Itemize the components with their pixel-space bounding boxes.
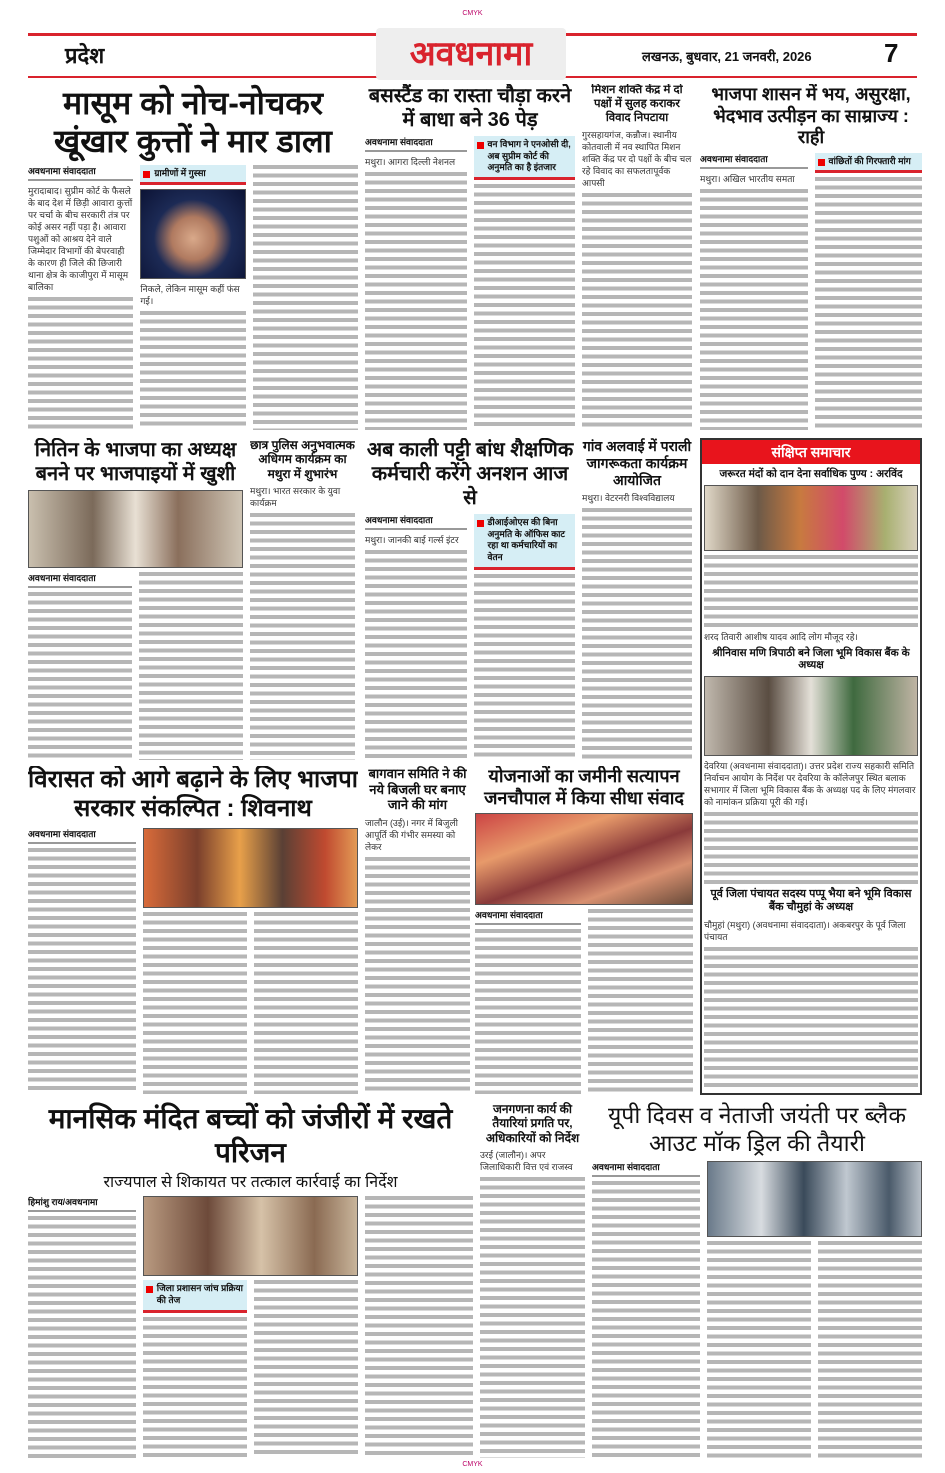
lead-text: मथुरा। आगरा दिल्ली नेशनल bbox=[365, 157, 456, 167]
subhead: वांछितों की गिरफ्तारी मांग bbox=[815, 153, 923, 174]
article-bagwan bbox=[365, 766, 470, 1094]
byline: अवधनामा संवाददाता bbox=[28, 828, 136, 844]
body-text bbox=[704, 555, 918, 627]
body-text bbox=[588, 909, 694, 1094]
body-text bbox=[582, 193, 692, 430]
headline: भाजपा शासन में भय, असुरक्षा, भेदभाव उत्पीड़न का साम्राज्य : राही bbox=[711, 84, 911, 148]
cmyk-mark-bottom: CMYK bbox=[462, 1461, 483, 1468]
body-text bbox=[28, 1216, 136, 1458]
meeting-photo bbox=[707, 1161, 922, 1237]
news-brief-box bbox=[700, 438, 922, 1095]
headline: योजनाओं का जमीनी सत्यापन जनचौपाल में किया सीधा संवाद bbox=[484, 766, 684, 808]
brief-headline-1: जरूरत मंदों को दान देना सर्वाधिक पुण्य : अरविंद bbox=[719, 468, 903, 480]
byline: अवधनामा संवाददाता bbox=[28, 572, 132, 588]
body-text bbox=[474, 574, 576, 760]
headline: मासूम को नोच-नोचकर खूंखार कुत्तों ने मार डाला bbox=[54, 85, 332, 160]
body-text bbox=[139, 572, 243, 760]
headline: नितिन के भाजपा का अध्यक्ष बनने पर भाजपाइयों में खुशी bbox=[34, 439, 237, 485]
byline: अवधनामा संवाददाता bbox=[28, 165, 133, 181]
body-text bbox=[704, 947, 918, 1091]
body-text bbox=[707, 1241, 811, 1458]
body-text bbox=[704, 812, 918, 884]
byline: अवधनामा संवाददाता bbox=[365, 136, 467, 152]
body-text bbox=[28, 592, 132, 760]
brief-text-2: देवरिया (अवधनामा संवाददाता)। उत्तर प्रदेश राज्य सहकारी समिति निर्वाचन आयोग के निर्देश पर देवरिया के कॉलेजपुर स्थित बलाक सभागार में जिला भूमि विकास बैंक के अध्यक्ष पद के लिए मंगलवार को नामांकन प्रक्रिया पूरी की गई। bbox=[704, 761, 916, 807]
headline: छात्र पुलिस अनुभवात्मक अधिगम कार्यक्रम का मथुरा में शुभारंभ bbox=[250, 438, 355, 481]
brief-text-3: चौमुहां (मथुरा) (अवधनामा संवाददाता)। अकबरपुर के पूर्व जिला पंचायत bbox=[704, 919, 906, 942]
subhead: जिला प्रशासन जांच प्रक्रिया की तेज bbox=[143, 1280, 247, 1312]
body-text bbox=[254, 912, 358, 1094]
body-text bbox=[140, 311, 245, 430]
lead-text: मथुरा। भारत सरकार के युवा कार्यक्रम bbox=[250, 486, 341, 509]
chained-child-photo bbox=[143, 1196, 359, 1276]
body-text bbox=[28, 297, 133, 430]
body-text bbox=[28, 848, 136, 1094]
brief-title: संक्षिप्त समाचार bbox=[702, 440, 920, 464]
article-census bbox=[480, 1102, 585, 1458]
lead-text: मथुरा। जानकी बाई गर्ल्स इंटर bbox=[365, 535, 459, 545]
lead-text: उरई (जालौन)। अपर जिलाधिकारी वित्त एवं राजस्व bbox=[480, 1150, 573, 1173]
article-blackout bbox=[592, 1102, 922, 1458]
article-mission-shakti bbox=[582, 84, 692, 430]
chaupal-photo bbox=[475, 813, 693, 905]
headline: विरासत को आगे बढ़ाने के लिए भाजपा सरकार संकल्पित : शिवनाथ bbox=[28, 766, 358, 822]
lead-text: गुरसहायगंज, कन्नौज। स्थानीय कोतवाली में नव स्थापित मिशन शक्ति केंद्र पर दो पक्षों के बीच चल रहे विवाद का सफलतापूर्वक आपसी bbox=[582, 130, 692, 189]
headline: यूपी दिवस व नेताजी जयंती पर ब्लैक आउट मॉक ड्रिल की तैयारी bbox=[607, 1102, 907, 1156]
article-nitin bbox=[28, 438, 243, 760]
headline: बागवान समिति ने की नये बिजली घर बनाए जाने की मांग bbox=[368, 766, 467, 813]
article-chains bbox=[28, 1102, 473, 1458]
brief-text-tail: शरद तिवारी आशीष यादव आदि लोग मौजूद रहे। bbox=[704, 631, 858, 642]
masthead-logo: अवधनामा bbox=[376, 28, 566, 80]
headline: गांव अलवाई में पराली जागरूकता कार्यक्रम आयोजित bbox=[582, 438, 692, 488]
article-shivnath bbox=[28, 766, 358, 1094]
byline: अवधनामा संवाददाता bbox=[700, 153, 808, 169]
byline: हिमांशु राय/अवधनामा bbox=[28, 1196, 136, 1212]
body-text bbox=[365, 1196, 473, 1458]
headline: अब काली पट्टी बांध शैक्षणिक कर्मचारी करेंगे अनशन आज से bbox=[366, 439, 574, 509]
page-number: 7 bbox=[884, 38, 899, 68]
lead-text: मथुरा। अखिल भारतीय समता bbox=[700, 173, 795, 184]
article-bjp-fear bbox=[700, 84, 922, 430]
subhead: ग्रामीणों में गुस्सा bbox=[140, 165, 245, 186]
body-text bbox=[474, 184, 576, 430]
body-text bbox=[143, 912, 247, 1094]
headline: बसस्टैंड का रास्ता चौड़ा करने में बाधा बने 36 पेड़ bbox=[368, 85, 572, 131]
brief-headline-2: श्रीनिवास मणि त्रिपाठी बने जिला भूमि विकास बैंक के अध्यक्ष bbox=[712, 646, 910, 672]
brief-headline-3: पूर्व जिला पंचायत सदस्य पप्पू भैया बने भूमि विकास बैंक चौमुहां के अध्यक्ष bbox=[710, 888, 912, 914]
celebration-photo bbox=[28, 490, 243, 568]
body-text bbox=[250, 513, 355, 760]
dateline: लखनऊ, बुधवार, 21 जनवरी, 2026 bbox=[642, 49, 812, 64]
donation-photo bbox=[704, 485, 918, 551]
section-label: प्रदेश bbox=[65, 43, 105, 68]
event-photo bbox=[143, 828, 358, 908]
body-text bbox=[700, 189, 808, 430]
body-text bbox=[143, 1317, 247, 1458]
article-alwai bbox=[582, 438, 692, 760]
article-busstand bbox=[365, 84, 575, 430]
subheadline: राज्यपाल से शिकायत पर तत्काल कार्रवाई का निर्देश bbox=[103, 1174, 398, 1192]
article-student-police bbox=[250, 438, 355, 760]
lead-text: जालौन (उई)। नगर में बिजुली आपूर्ति की गंभीर समस्या को लेकर bbox=[365, 817, 458, 852]
child-photo bbox=[140, 189, 245, 279]
subhead: वन विभाग ने एनओसी दी, अब सुप्रीम कोर्ट की अनुमति का है इंतजार bbox=[474, 136, 576, 180]
body-text bbox=[365, 550, 467, 760]
body-text bbox=[475, 929, 581, 1094]
headline: जनगणना कार्य की तैयारियां प्रगति पर, अधिकारियों को निर्देश bbox=[485, 1102, 580, 1145]
body-text bbox=[582, 508, 692, 760]
article-chaupal bbox=[475, 766, 693, 1094]
byline: अवधनामा संवाददाता bbox=[592, 1161, 700, 1177]
body-text bbox=[254, 1280, 358, 1458]
body-text bbox=[815, 177, 923, 430]
byline: अवधनामा संवाददाता bbox=[475, 909, 581, 925]
lead-text: मुरादाबाद। सुप्रीम कोर्ट के फैसले के बाद देश में छिड़ी आवारा कुत्तों पर चर्चा के बीच सरकारी तंत्र पर कोई असर नहीं पड़ा है। आवारा पशुओं को आश्रय देने वाले जिम्मेदार विभागों की बेपरवाही के कारण ही जिले की छिजारी थाना क्षेत्र के काजीपुरा में मासूम बालिका bbox=[28, 185, 133, 292]
cmyk-mark-top: CMYK bbox=[462, 10, 483, 17]
body-text bbox=[365, 172, 467, 430]
bank-president-photo bbox=[704, 676, 918, 756]
body-text bbox=[480, 1177, 585, 1458]
body-text bbox=[253, 165, 358, 430]
headline: मिशन शक्ति केंद्र में दो पक्षों में सुलह कराकर विवाद निपटाया bbox=[591, 84, 683, 124]
body-text bbox=[365, 857, 470, 1094]
subhead: डीआईओएस की बिना अनुमति के ऑफिस काट रहा था कर्मचारियों का वेतन bbox=[474, 514, 576, 570]
article-dogs bbox=[28, 84, 358, 430]
headline: मानसिक मंदित बच्चों को जंजीरों में रखते परिजन bbox=[48, 1103, 453, 1168]
lead-text: मथुरा। वेटरनरी विश्वविद्यालय bbox=[582, 493, 675, 504]
article-fast bbox=[365, 438, 575, 760]
byline: अवधनामा संवाददाता bbox=[365, 514, 467, 530]
body-text bbox=[592, 1181, 700, 1458]
photo-caption: निकले, लेकिन मासूम कहीं फंस गई। bbox=[140, 284, 240, 307]
body-text bbox=[818, 1241, 922, 1458]
